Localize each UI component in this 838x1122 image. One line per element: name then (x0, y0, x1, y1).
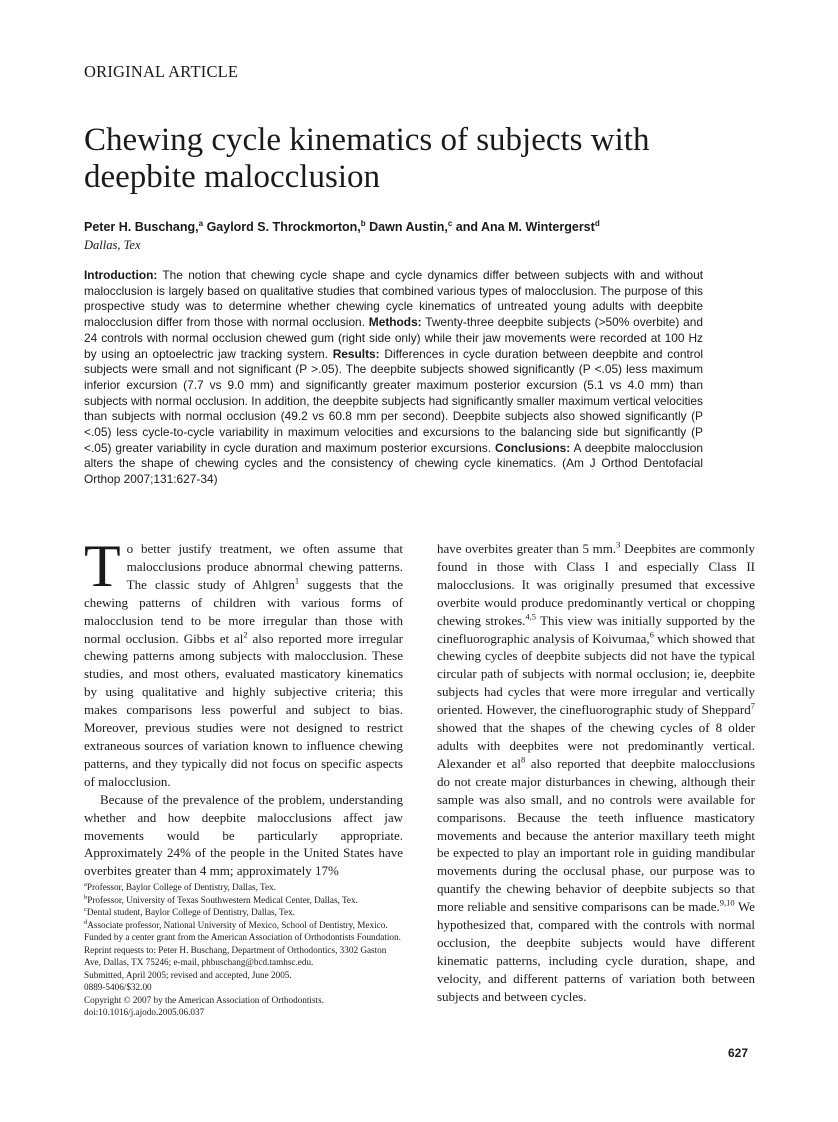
citation-ref: 9,10 (719, 897, 735, 908)
body-text: have overbites greater than 5 mm. (437, 541, 617, 556)
footnote-affiliation (84, 881, 403, 894)
footnote-copyright: Copyright © 2007 by the American Association of Orthodontists. (84, 994, 324, 1005)
affiliation-mark: d (84, 918, 88, 926)
affiliation-mark: c (447, 219, 453, 228)
body-column-left (84, 533, 403, 880)
abstract-methods-label: Methods: (368, 315, 422, 330)
abstract-results-label: Results: (332, 346, 380, 361)
abstract-conclusions-text: A deepbite malocclusion alters the shape of chewing cycles and the consistency of chewing cycle kinematics. (Am J Orthod Dentofacial Orthop 2007;131:627-34) (84, 440, 703, 487)
author-list (84, 219, 600, 234)
author-name: Gaylord S. Throckmorton, (206, 220, 361, 235)
affiliation-mark: b (360, 219, 366, 228)
abstract (84, 268, 703, 488)
abstract-methods-text: Twenty-three deepbite subjects (>50% overbite) and 24 controls with normal occlusion chewed gum (right side only) while their jaw movements were recorded at 100 Hz by using an optoelectric jaw tracking system. (84, 315, 704, 361)
citation-ref: 4,5 (525, 611, 537, 622)
body-paragraph (84, 533, 403, 791)
body-text: This view was initially supported by the cinefluorographic analysis of Koivumaa, (437, 612, 755, 646)
page-number: 627 (728, 1046, 749, 1060)
abstract-intro-text: The notion that chewing cycle shape and cycle dynamics differ between subjects with and without malocclusion is largely based on qualitative studies that combined various types of malocclusion. The purpose of this prospective study was to determine whether chewing cycle kinematics of untreated young adults with deepbite malocclusion differ from those with normal occlusion. (84, 268, 703, 330)
affiliation-mark: a (198, 219, 204, 228)
author-name: Dawn Austin, (369, 220, 448, 235)
body-paragraph: Because of the prevalence of the problem, understanding whether and how deepbite malocclusions affect jaw movements would be particularly appropriate. Approximately 24% of the people in the United States have overbites greater than 4 mm; approximately 17% (84, 791, 403, 879)
affiliation-mark: b (84, 893, 88, 901)
affiliation-mark: c (84, 905, 87, 913)
abstract-intro-label: Introduction: (84, 268, 158, 282)
body-text: We hypothesized that, compared with the controls with normal occlusion, the deepbite subjects would have different kinematic patterns, including cycle duration, shape, and velocity, and different patterns of variation both between subjects and between cycles. (437, 899, 755, 1004)
affiliation-mark: a (84, 880, 87, 888)
drop-cap: T (84, 533, 121, 599)
footnote-affiliation (84, 906, 403, 919)
body-text: Deepbites are commonly found in those with Class I and especially Class II malocclusions. It was originally presumed that excessive overbite would produce predominantly vertical or chopping chewing strokes. (437, 541, 755, 628)
affiliation-mark: d (594, 219, 600, 228)
footnote-affiliation (84, 919, 403, 932)
abstract-results-text: Differences in cycle duration between deepbite and control subjects were small and not significant (P >.05). The deepbite subjects showed significantly (P <.05) less maximum inferior excursion (7.7 vs 9.0 mm) and significantly greater maximum posterior excursion (5.1 vs 4.0 mm) than subjects with normal occlusion. In addition, the deepbite subjects had significantly smaller maximum vertical velocities than subjects with normal occlusion (49.2 vs 60.8 mm per second). Deepbite subjects also showed significantly (P <.05) less cycle-to-cycle variability in maximum velocities and excursions to the balancing side but significantly (P <.05) greater variability in cycle duration and maximum posterior excursions. (84, 346, 703, 455)
citation-ref: 2 (243, 629, 248, 640)
footnote-text: Associate professor, National University of Mexico, School of Dentistry, Mexico. (87, 919, 388, 930)
body-text: showed that the shapes of the chewing cycles of 8 older adults with deepbites were not predominantly vertical. Alexander et al (437, 720, 755, 771)
citation-ref: 3 (616, 539, 621, 550)
article-title: Chewing cycle kinematics of subjects with deepbite malocclusion (84, 122, 650, 195)
citation-ref: 1 (294, 575, 300, 586)
footnote-text: Professor, University of Texas Southwestern Medical Center, Dallas, Tex. (87, 894, 358, 905)
author-name: Peter H. Buschang, (84, 220, 199, 235)
citation-ref: 8 (520, 754, 526, 765)
footnote-funding: Funded by a center grant from the American Association of Orthodontists Foundation. (84, 932, 401, 942)
body-text: o better justify treatment, we often assume that malocclusions produce abnormal chewing patterns. The classic study of Ahlgren (126, 541, 403, 592)
body-text: also reported more irregular chewing patterns among subjects with malocclusion. These studies, and most others, evaluated masticatory kinematics by using qualitative and highly subjective criteria; this makes comparisons less powerful and subject to bias. Moreover, previous studies were not designed to restrict extraneous sources of variation known to influence chewing patterns, and they typically did not focus on specific aspects of malocclusion. (84, 630, 403, 789)
footnotes (84, 881, 403, 1019)
footnote-reprint: Reprint requests to: Peter H. Buschang, Department of Orthodontics, 3302 Gaston Ave, Dallas, TX 75246; e-mail, phbuschang@bcd.tamhsc.edu. (84, 944, 387, 967)
section-label: ORIGINAL ARTICLE (84, 62, 239, 81)
body-text: which showed that chewing cycles of deepbite subjects did not have the typical circular path of subjects with normal occlusion; ie, deepbite subjects had cycles that were more irregular and vertically oriented. However, the cinefluorographic study of Sheppard (437, 630, 755, 718)
body-column-right (437, 540, 755, 1006)
author-name: and Ana M. Wintergerst (455, 220, 595, 235)
body-text: suggests that the chewing patterns of children with various forms of malocclusion tend to be more irregular than those with normal occlusion. Gibbs et al (84, 576, 403, 646)
citation-ref: 6 (649, 629, 654, 640)
abstract-conclusions-label: Conclusions: (494, 440, 571, 455)
footnote-affiliation (84, 894, 403, 907)
footnote-doi: doi:10.1016/j.ajodo.2005.06.037 (84, 1007, 205, 1017)
footnote-submitted: Submitted, April 2005; revised and accepted, June 2005. (84, 969, 292, 980)
body-paragraph (437, 540, 755, 1006)
citation-ref: 7 (750, 700, 755, 711)
body-text: also reported that deepbite malocclusions do not create major disturbances in chewing, although their sample was also small, and no controls were available for comparisons. Because the teeth influence masticatory movements and because the anterior maxillary teeth might be expected to play an important role in guiding mandibular movements during the occlusal phase, our purpose was to quantify the chewing behavior of deepbite subjects so that more reliable and sensitive comparisons can be made. (437, 755, 756, 915)
footnote-issn: 0889-5406/$32.00 (84, 982, 152, 992)
footnote-text: Dental student, Baylor College of Dentistry, Dallas, Tex. (86, 907, 295, 917)
author-location: Dallas, Tex (84, 238, 141, 252)
footnote-text: Professor, Baylor College of Dentistry, Dallas, Tex. (86, 882, 276, 892)
